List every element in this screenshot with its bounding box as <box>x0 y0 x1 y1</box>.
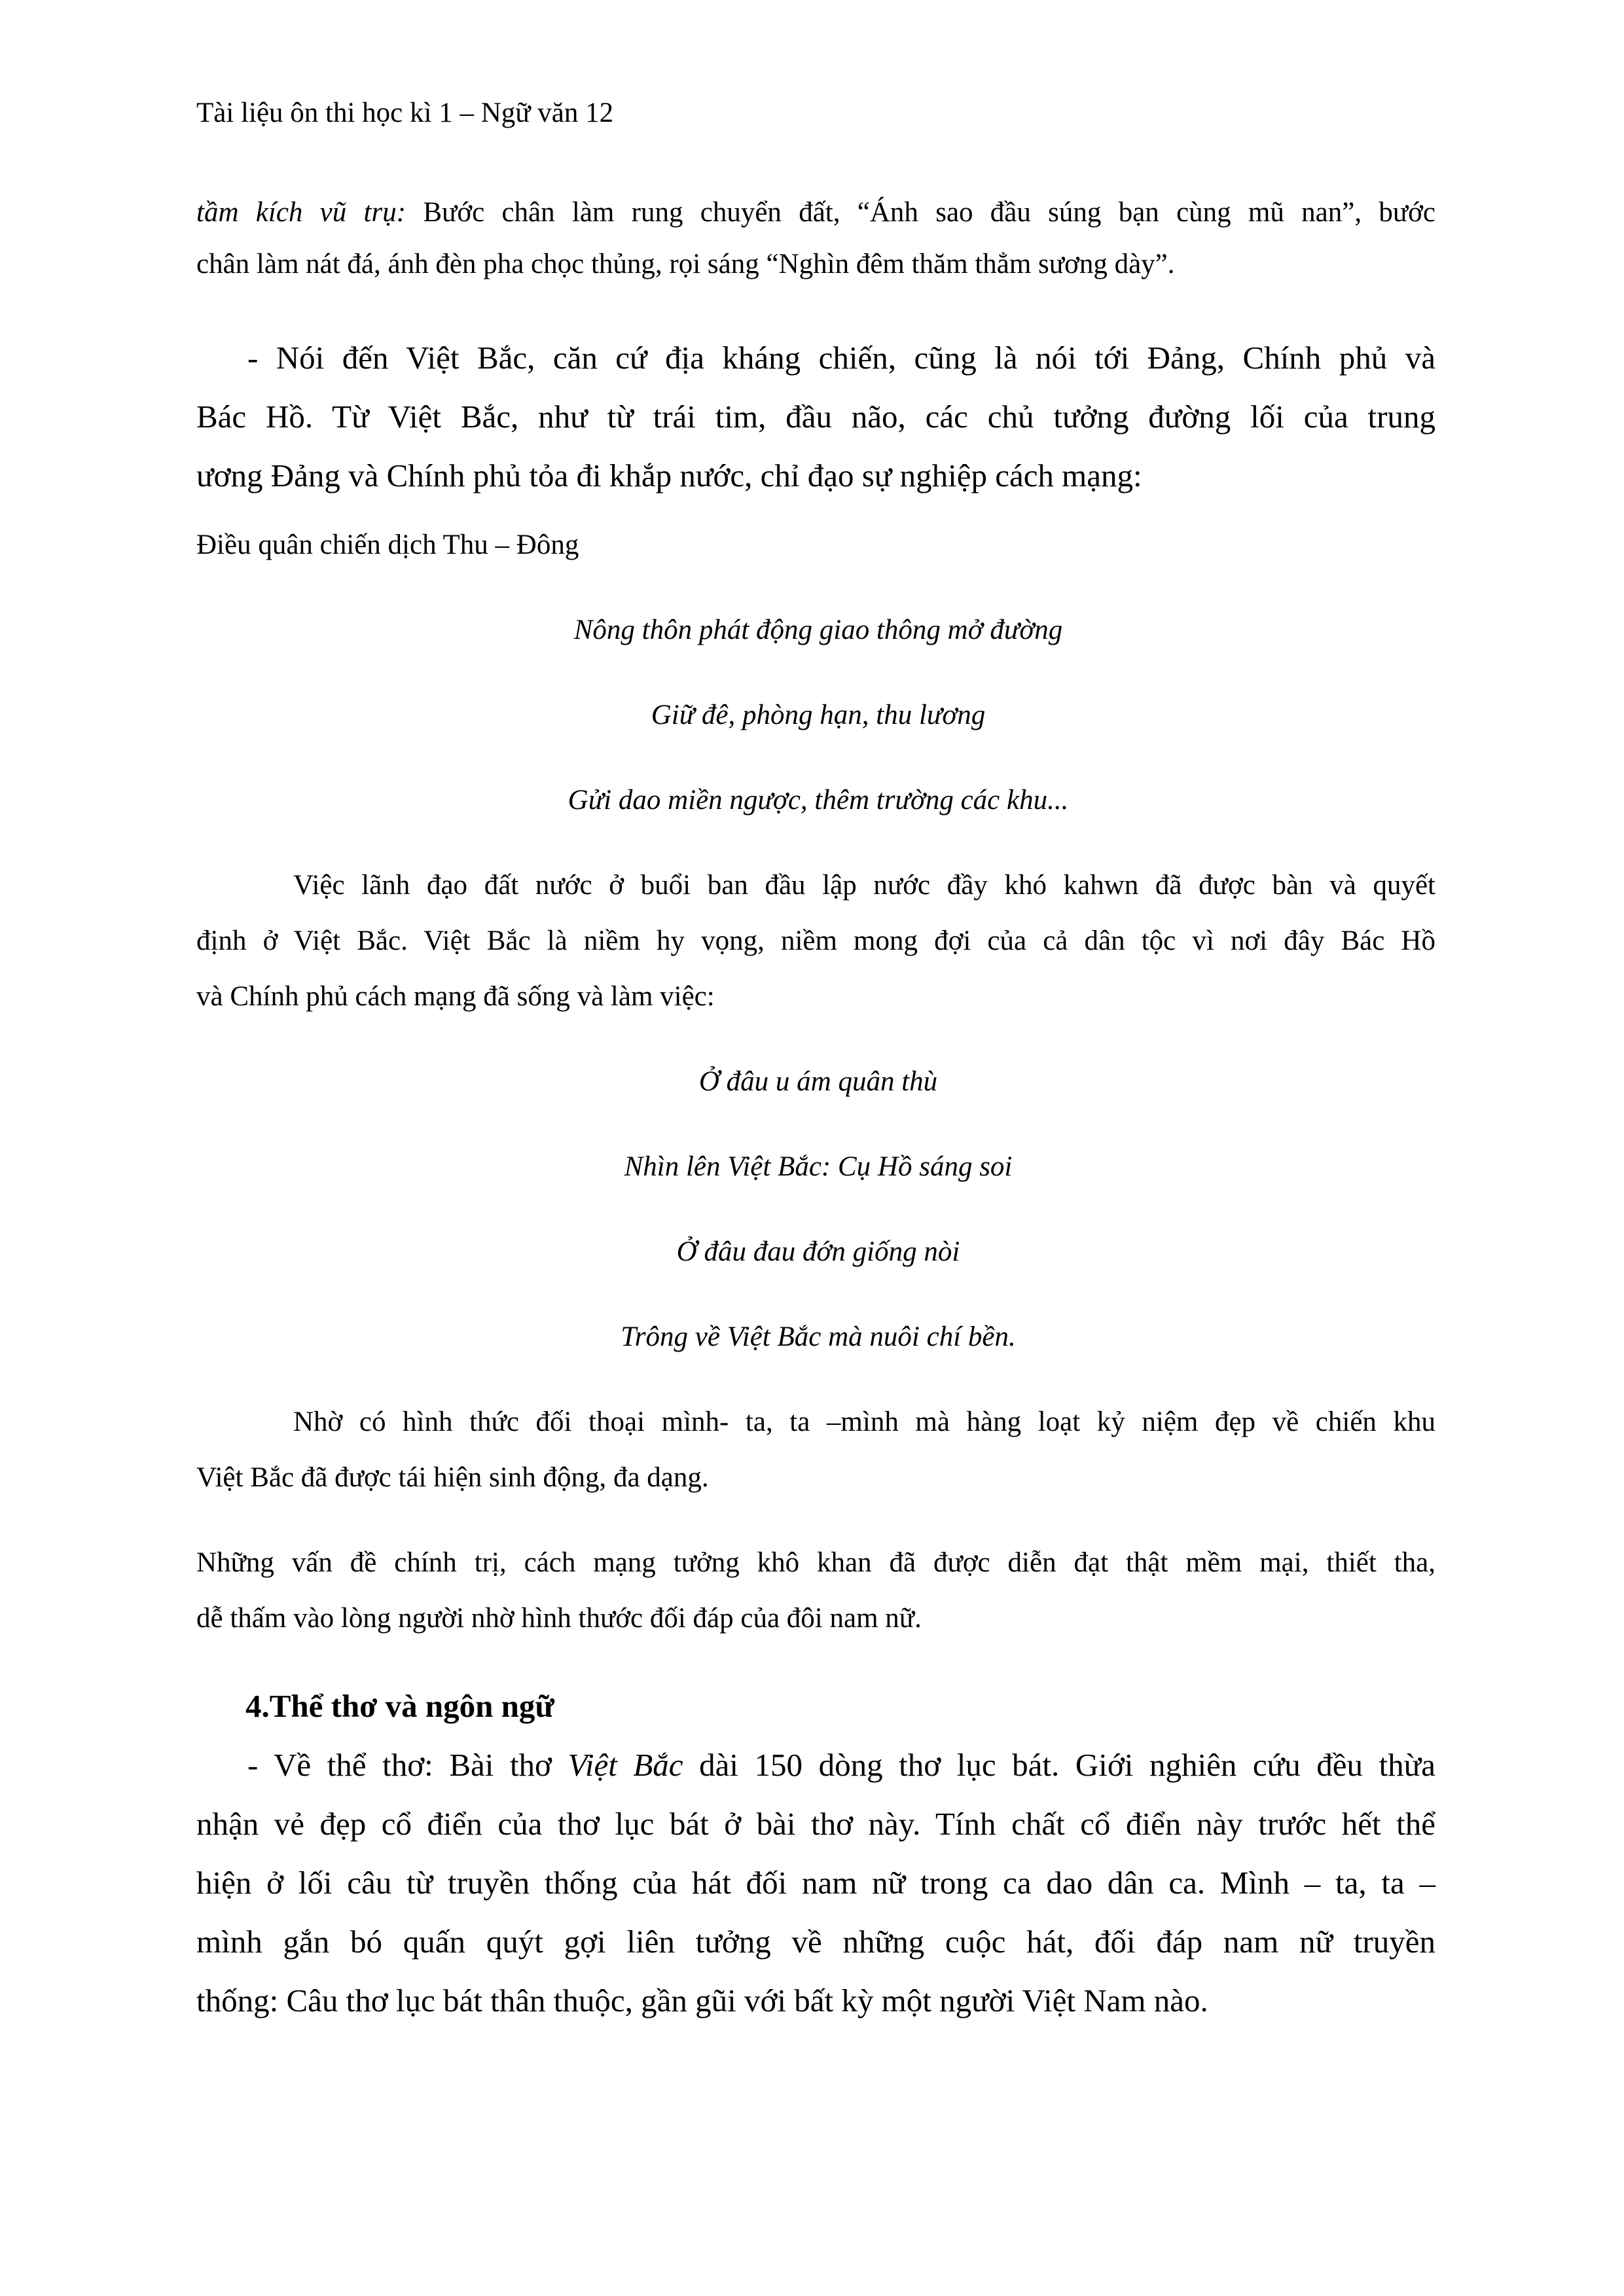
header-title: Tài liệu ôn thi học kì 1 – Ngữ văn 12 <box>196 98 614 128</box>
verse-2-line-4: Trông về Việt Bắc mà nuôi chí bền. <box>621 1321 1016 1352</box>
verse-1-line-3: Gửi dao miền ngược, thêm trường các khu... <box>568 785 1069 816</box>
paragraph-1-line-2: chân làm nát đá, ánh đèn pha chọc thủng, rọi sáng “Nghìn đêm thăm thẳm sương dày”. <box>196 249 1175 279</box>
section-4-line-4: mình gắn bó quấn quýt gợi liên tưởng về những cuộc hát, đối đáp nam nữ truyền <box>196 1924 1435 1960</box>
poem-title-italic: Việt Bắc <box>568 1747 683 1783</box>
paragraph-5-line-2: dễ thấm vào lòng người nhờ hình thước đối đáp của đôi nam nữ. <box>196 1603 922 1634</box>
paragraph-2-line-3: ương Đảng và Chính phủ tỏa đi khắp nước, chỉ đạo sự nghiệp cách mạng: <box>196 457 1142 493</box>
italic-phrase: tầm kích vũ trụ: <box>196 197 406 228</box>
paragraph-2-line-2: Bác Hồ. Từ Việt Bắc, như từ trái tim, đầu não, các chủ tưởng đường lối của trung <box>196 399 1435 435</box>
paragraph-3-line-1: Việc lãnh đạo đất nước ở buổi ban đầu lập nước đầy khó kahwn đã được bàn và quyết <box>293 870 1435 901</box>
verse-2-line-2: Nhìn lên Việt Bắc: Cụ Hồ sáng soi <box>624 1151 1013 1182</box>
section-4-line-3: hiện ở lối câu từ truyền thống của hát đối nam nữ trong ca dao dân ca. Mình – ta, ta – <box>196 1865 1435 1901</box>
paragraph-4-line-2: Việt Bắc đã được tái hiện sinh động, đa dạng. <box>196 1462 709 1493</box>
paragraph-2-line-4: Điều quân chiến dịch Thu – Đông <box>196 529 579 560</box>
verse-1-line-1: Nông thôn phát động giao thông mở đường <box>573 615 1063 645</box>
section-4-line-5: thống: Câu thơ lục bát thân thuộc, gần gũi với bất kỳ một người Việt Nam nào. <box>196 1982 1208 2018</box>
paragraph-4-line-1: Nhờ có hình thức đối thoại mình- ta, ta –mình mà hàng loạt kỷ niệm đẹp về chiến khu <box>293 1407 1435 1437</box>
page-header <box>196 97 613 129</box>
verse-1-line-2: Giữ đê, phòng hạn, thu lương <box>651 700 986 730</box>
paragraph-5-line-1: Những vấn đề chính trị, cách mạng tưởng khô khan đã được diễn đạt thật mềm mại, thiết tha, <box>196 1547 1435 1578</box>
paragraph-3-line-3: và Chính phủ cách mạng đã sống và làm việc: <box>196 981 715 1012</box>
verse-2-line-1: Ở đâu u ám quân thù <box>698 1066 938 1097</box>
paragraph-3-line-2: định ở Việt Bắc. Việt Bắc là niềm hy vọng, niềm mong đợi của cả dân tộc vì nơi đây Bác Hồ <box>196 925 1435 956</box>
section-4-heading: 4.Thể thơ và ngôn ngữ <box>245 1688 554 1724</box>
section-4-line-2: nhận vẻ đẹp cổ điển của thơ lục bát ở bài thơ này. Tính chất cổ điển này trước hết thể <box>196 1806 1435 1842</box>
section-4-line-1: - Về thể thơ: Bài thơ Việt Bắc dài 150 dòng thơ lục bát. Giới nghiên cứu đều thừa <box>247 1747 1435 1783</box>
paragraph-1-line-1: tầm kích vũ trụ: Bước chân làm rung chuyển đất, “Ánh sao đầu súng bạn cùng mũ nan”, bước <box>196 197 1435 228</box>
paragraph-2-line-1: - Nói đến Việt Bắc, căn cứ địa kháng chiến, cũng là nói tới Đảng, Chính phủ và <box>247 340 1435 376</box>
verse-2-line-3: Ở đâu đau đớn giống nòi <box>676 1236 960 1267</box>
